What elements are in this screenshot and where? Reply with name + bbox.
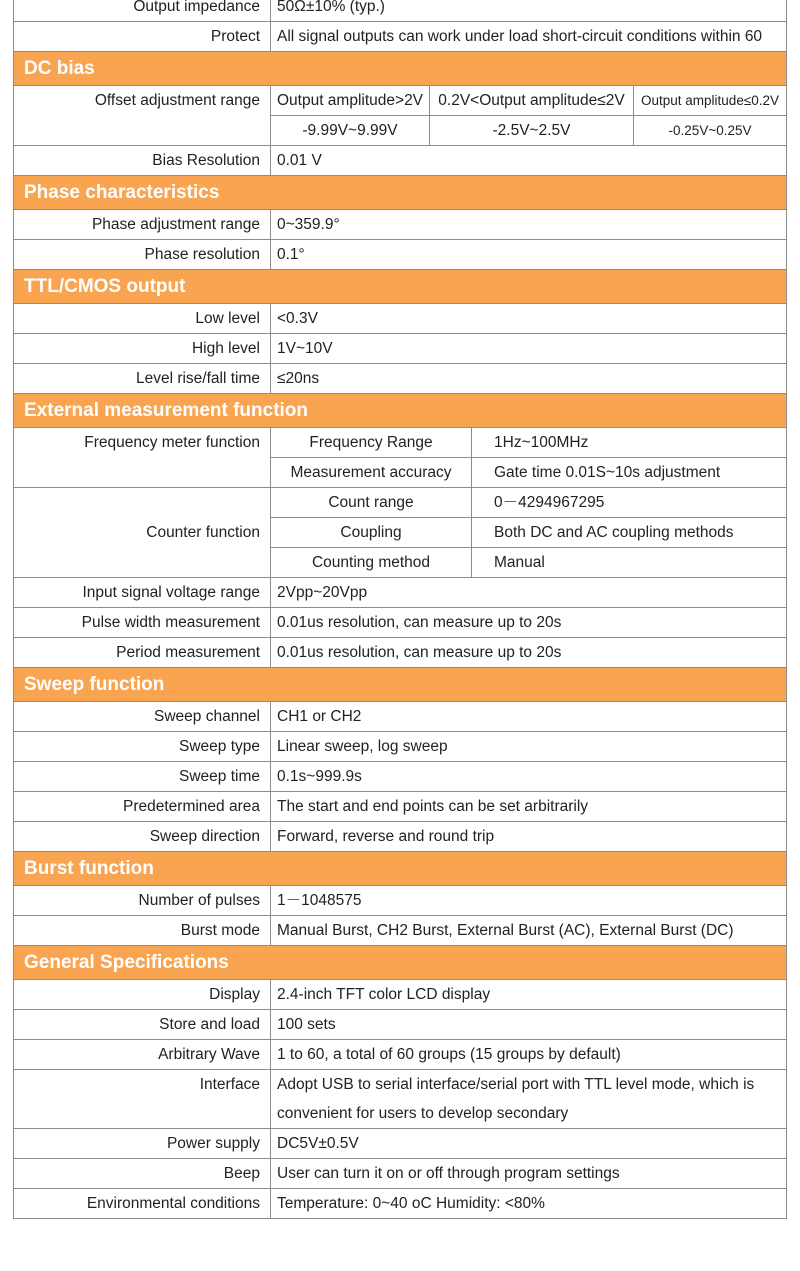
spec-value: CH1 or CH2 bbox=[271, 702, 787, 732]
spec-label: Input signal voltage range bbox=[14, 578, 271, 608]
spec-row-input-voltage bbox=[14, 578, 787, 608]
spec-label: Counter function bbox=[14, 488, 271, 578]
spec-label: Burst mode bbox=[14, 916, 271, 946]
spec-label: Bias Resolution bbox=[14, 146, 271, 176]
spec-row-power-supply bbox=[14, 1129, 787, 1159]
section-title: External measurement function bbox=[14, 394, 787, 428]
spec-row-sweep-type bbox=[14, 732, 787, 762]
spec-row-number-of-pulses bbox=[14, 886, 787, 916]
spec-value: 2.4-inch TFT color LCD display bbox=[271, 980, 787, 1010]
spec-label: Sweep channel bbox=[14, 702, 271, 732]
spec-label: Offset adjustment range bbox=[14, 86, 271, 146]
spec-row-offset-headers bbox=[14, 86, 787, 116]
spec-row-output-impedance bbox=[14, 0, 787, 22]
spec-label: Beep bbox=[14, 1159, 271, 1189]
spec-value: 1 to 60, a total of 60 groups (15 groups by default) bbox=[271, 1040, 787, 1070]
offset-value: -2.5V~2.5V bbox=[430, 116, 634, 146]
section-phase bbox=[14, 176, 787, 210]
spec-label: Low level bbox=[14, 304, 271, 334]
spec-label: Interface bbox=[14, 1070, 271, 1129]
sub-value: 1Hz~100MHz bbox=[472, 428, 787, 458]
sub-value: 0－4294967295 bbox=[472, 488, 787, 518]
spec-value: 50Ω±10% (typ.) bbox=[271, 0, 787, 22]
spec-value: DC5V±0.5V bbox=[271, 1129, 787, 1159]
spec-value: Temperature: 0~40 oC Humidity: <80% bbox=[271, 1189, 787, 1219]
spec-label: High level bbox=[14, 334, 271, 364]
sub-key: Frequency Range bbox=[271, 428, 472, 458]
spec-label: Store and load bbox=[14, 1010, 271, 1040]
spec-label: Number of pulses bbox=[14, 886, 271, 916]
sub-key: Counting method bbox=[271, 548, 472, 578]
section-title: Phase characteristics bbox=[14, 176, 787, 210]
spec-table bbox=[13, 0, 787, 1219]
section-external-measurement bbox=[14, 394, 787, 428]
sub-key: Measurement accuracy bbox=[271, 458, 472, 488]
spec-row-store-load bbox=[14, 1010, 787, 1040]
spec-value: 2Vpp~20Vpp bbox=[271, 578, 787, 608]
section-ttl bbox=[14, 270, 787, 304]
spec-label: Period measurement bbox=[14, 638, 271, 668]
spec-label: Predetermined area bbox=[14, 792, 271, 822]
sub-value: Manual bbox=[472, 548, 787, 578]
offset-header: Output amplitude>2V bbox=[271, 86, 430, 116]
spec-row-low-level bbox=[14, 304, 787, 334]
spec-label: Level rise/fall time bbox=[14, 364, 271, 394]
spec-row-high-level bbox=[14, 334, 787, 364]
spec-row-predetermined-area bbox=[14, 792, 787, 822]
spec-value: <0.3V bbox=[271, 304, 787, 334]
spec-label: Display bbox=[14, 980, 271, 1010]
spec-row-interface bbox=[14, 1070, 787, 1129]
spec-label: Sweep direction bbox=[14, 822, 271, 852]
offset-header: Output amplitude≤0.2V bbox=[634, 86, 787, 116]
spec-value: 0.1s~999.9s bbox=[271, 762, 787, 792]
spec-value: Linear sweep, log sweep bbox=[271, 732, 787, 762]
spec-row-arbitrary-wave bbox=[14, 1040, 787, 1070]
spec-value: ≤20ns bbox=[271, 364, 787, 394]
spec-label: Power supply bbox=[14, 1129, 271, 1159]
section-title: Burst function bbox=[14, 852, 787, 886]
offset-header: 0.2V<Output amplitude≤2V bbox=[430, 86, 634, 116]
spec-label: Protect bbox=[14, 22, 271, 52]
spec-label: Arbitrary Wave bbox=[14, 1040, 271, 1070]
section-burst bbox=[14, 852, 787, 886]
spec-value bbox=[271, 1070, 787, 1129]
spec-value: 0.1° bbox=[271, 240, 787, 270]
spec-row-phase-resolution bbox=[14, 240, 787, 270]
spec-value: 0~359.9° bbox=[271, 210, 787, 240]
spec-label: Sweep time bbox=[14, 762, 271, 792]
section-general bbox=[14, 946, 787, 980]
spec-row-beep bbox=[14, 1159, 787, 1189]
spec-value: All signal outputs can work under load short-circuit conditions within 60 bbox=[271, 22, 787, 52]
offset-value: -9.99V~9.99V bbox=[271, 116, 430, 146]
spec-row-burst-mode bbox=[14, 916, 787, 946]
section-title: DC bias bbox=[14, 52, 787, 86]
section-sweep bbox=[14, 668, 787, 702]
sub-value: Gate time 0.01S~10s adjustment bbox=[472, 458, 787, 488]
spec-label: Phase resolution bbox=[14, 240, 271, 270]
spec-label: Sweep type bbox=[14, 732, 271, 762]
section-title: TTL/CMOS output bbox=[14, 270, 787, 304]
interface-line-1: Adopt USB to serial interface/serial port with TTL level mode, which is bbox=[277, 1076, 755, 1093]
spec-row-count-range bbox=[14, 488, 787, 518]
section-dc-bias bbox=[14, 52, 787, 86]
spec-value: Forward, reverse and round trip bbox=[271, 822, 787, 852]
offset-value: -0.25V~0.25V bbox=[634, 116, 787, 146]
spec-row-bias-resolution bbox=[14, 146, 787, 176]
spec-value: 1－1048575 bbox=[271, 886, 787, 916]
spec-row-sweep-time bbox=[14, 762, 787, 792]
spec-row-sweep-channel bbox=[14, 702, 787, 732]
spec-row-pulse-width bbox=[14, 608, 787, 638]
spec-value: 0.01us resolution, can measure up to 20s bbox=[271, 638, 787, 668]
spec-row-environment bbox=[14, 1189, 787, 1219]
interface-line-2: convenient for users to develop secondary bbox=[277, 1105, 569, 1122]
spec-value: 100 sets bbox=[271, 1010, 787, 1040]
spec-row-display bbox=[14, 980, 787, 1010]
spec-label: Output impedance bbox=[14, 0, 271, 22]
spec-label: Pulse width measurement bbox=[14, 608, 271, 638]
sub-key: Coupling bbox=[271, 518, 472, 548]
spec-value: 1V~10V bbox=[271, 334, 787, 364]
spec-value: The start and end points can be set arbitrarily bbox=[271, 792, 787, 822]
spec-row-rise-fall bbox=[14, 364, 787, 394]
spec-value: 0.01 V bbox=[271, 146, 787, 176]
spec-row-sweep-direction bbox=[14, 822, 787, 852]
spec-row-period bbox=[14, 638, 787, 668]
spec-value: Manual Burst, CH2 Burst, External Burst (AC), External Burst (DC) bbox=[271, 916, 787, 946]
sub-value: Both DC and AC coupling methods bbox=[472, 518, 787, 548]
spec-row-protect bbox=[14, 22, 787, 52]
spec-row-phase-adjust bbox=[14, 210, 787, 240]
spec-value: User can turn it on or off through program settings bbox=[271, 1159, 787, 1189]
spec-label: Environmental conditions bbox=[14, 1189, 271, 1219]
section-title: General Specifications bbox=[14, 946, 787, 980]
spec-row-frequency-range bbox=[14, 428, 787, 458]
spec-value: 0.01us resolution, can measure up to 20s bbox=[271, 608, 787, 638]
section-title: Sweep function bbox=[14, 668, 787, 702]
spec-label: Frequency meter function bbox=[14, 428, 271, 488]
sub-key: Count range bbox=[271, 488, 472, 518]
spec-label: Phase adjustment range bbox=[14, 210, 271, 240]
